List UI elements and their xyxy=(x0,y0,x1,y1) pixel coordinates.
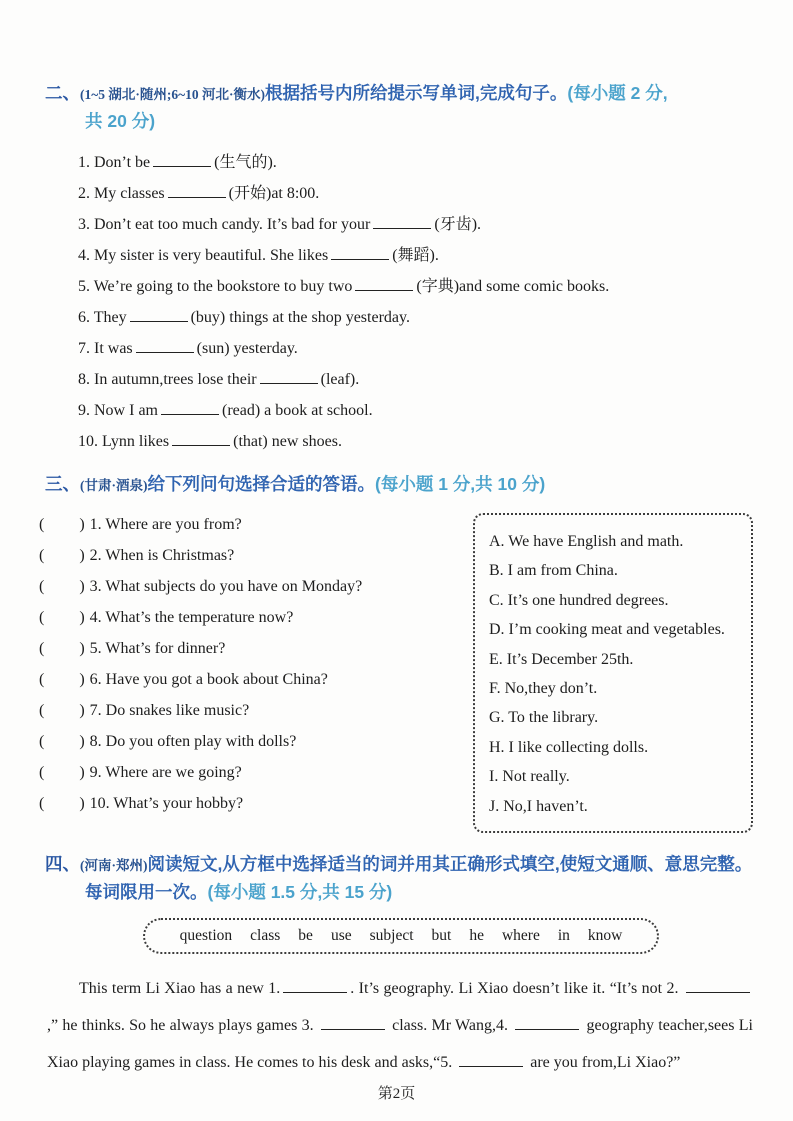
question-hint: (字典)and some comic books. xyxy=(416,278,610,295)
question-text: 2. My classes xyxy=(78,185,165,202)
matching-question xyxy=(39,509,473,540)
section-four xyxy=(45,851,757,1081)
section-four-source-tag: (河南·郑州) xyxy=(80,858,148,874)
word-bank-word: question xyxy=(179,927,233,945)
section-four-score: (每小题 1.5 分,共 15 分) xyxy=(207,882,393,903)
answer-option: F. No,they don’t. xyxy=(489,680,598,698)
word-bank-word: use xyxy=(330,927,352,945)
answer-option: E. It’s December 25th. xyxy=(489,650,634,668)
question-hint: (舞蹈). xyxy=(392,247,439,264)
fill-blank-question xyxy=(78,395,757,426)
question-hint: (leaf). xyxy=(320,371,360,388)
question-text: 1. Don’t be xyxy=(78,154,151,171)
question-text: 6. Have you got a book about China? xyxy=(89,671,328,688)
word-bank-box xyxy=(143,918,659,954)
cloze-blank[interactable] xyxy=(283,979,347,993)
matching-question xyxy=(39,571,473,602)
section-two-number: 二、 xyxy=(45,83,80,103)
matching-question xyxy=(39,726,473,757)
answer-slot[interactable]: ( ) xyxy=(39,671,86,688)
question-text: 10. What’s your hobby? xyxy=(89,795,244,812)
section-three-header xyxy=(45,471,757,499)
section-three xyxy=(39,471,757,833)
question-hint: (read) a book at school. xyxy=(221,402,373,419)
section-three-body xyxy=(39,509,757,833)
question-text: 8. Do you often play with dolls? xyxy=(89,733,297,750)
answer-slot[interactable]: ( ) xyxy=(39,547,86,564)
answer-option: B. I am from China. xyxy=(489,562,618,580)
question-text: 3. What subjects do you have on Monday? xyxy=(89,578,363,595)
word-bank-word: class xyxy=(250,927,281,945)
fill-blank-question xyxy=(78,209,757,240)
answer-blank[interactable] xyxy=(355,277,413,291)
answer-slot[interactable]: ( ) xyxy=(39,764,86,781)
passage-text: are you from,Li Xiao?” xyxy=(526,1054,681,1072)
answer-slot[interactable]: ( ) xyxy=(39,640,86,657)
question-text: 2. When is Christmas? xyxy=(89,547,235,564)
section-four-instruction: 阅读短文,从方框中选择适当的词并用其正确形式填空,使短文通顺、意思完整。每词限用一次。 xyxy=(85,854,753,903)
section-two-score-part2: 共 20 分) xyxy=(85,111,156,131)
fill-blank-question xyxy=(78,426,757,457)
passage-text: ,” he thinks. So he always plays games 3. xyxy=(47,1017,318,1035)
section-three-source-tag: (甘肃·酒泉) xyxy=(80,478,148,493)
fill-blank-question xyxy=(78,333,757,364)
matching-question xyxy=(39,695,473,726)
answer-option: D. I’m cooking meat and vegetables. xyxy=(489,621,725,639)
question-text: 8. In autumn,trees lose their xyxy=(78,371,257,388)
matching-question xyxy=(39,664,473,695)
question-text: 5. What’s for dinner? xyxy=(89,640,226,657)
word-bank-word: know xyxy=(587,927,623,945)
answer-option: H. I like collecting dolls. xyxy=(489,738,649,756)
passage-text: class. Mr Wang,4. xyxy=(387,1017,513,1035)
question-hint: (buy) things at the shop yesterday. xyxy=(190,309,410,326)
answer-slot[interactable]: ( ) xyxy=(39,516,86,533)
cloze-passage xyxy=(47,970,753,1081)
answer-option: J. No,I haven’t. xyxy=(489,797,588,815)
answer-blank[interactable] xyxy=(373,215,431,229)
question-text: 10. Lynn likes xyxy=(78,433,170,450)
section-three-instruction: 给下列问句选择合适的答语。 xyxy=(147,474,375,494)
question-text: 7. It was xyxy=(78,340,133,357)
question-text: 1. Where are you from? xyxy=(89,516,242,533)
word-bank-word: in xyxy=(557,927,570,945)
question-text: 4. What’s the temperature now? xyxy=(89,609,294,626)
question-text: 9. Where are we going? xyxy=(89,764,242,781)
answer-option: C. It’s one hundred degrees. xyxy=(489,591,669,609)
matching-question xyxy=(39,602,473,633)
matching-questions xyxy=(39,509,473,819)
section-two-score-part1: (每小题 2 分, xyxy=(567,83,668,103)
question-hint: (开始)at 8:00. xyxy=(228,185,320,202)
answer-option: I. Not really. xyxy=(489,768,570,786)
page-number: 第2页 xyxy=(377,1086,416,1102)
answer-blank[interactable] xyxy=(130,308,188,322)
section-two-source-tag: (1~5 湖北·随州;6~10 河北·衡水) xyxy=(80,87,266,102)
question-text: 9. Now I am xyxy=(78,402,158,419)
section-three-score: (每小题 1 分,共 10 分) xyxy=(375,474,546,494)
answer-blank[interactable] xyxy=(260,370,318,384)
answer-slot[interactable]: ( ) xyxy=(39,578,86,595)
section-two-instruction: 根据括号内所给提示写单词,完成句子。 xyxy=(265,83,568,103)
question-text: 4. My sister is very beautiful. She likes xyxy=(78,247,329,264)
matching-question xyxy=(39,540,473,571)
answer-option: A. We have English and math. xyxy=(489,533,684,550)
answer-slot[interactable]: ( ) xyxy=(39,609,86,626)
passage-text: geography teacher,sees Li Xiao playing games in class. He comes to his desk and asks,“5. xyxy=(47,1017,753,1072)
fill-blank-question xyxy=(78,147,757,178)
section-three-number: 三、 xyxy=(45,474,80,494)
fill-blank-question xyxy=(78,240,757,271)
question-hint: (sun) yesterday. xyxy=(196,340,298,357)
fill-blank-question xyxy=(78,178,757,209)
answer-blank[interactable] xyxy=(153,153,211,167)
question-hint: (that) new shoes. xyxy=(233,433,342,450)
word-bank-word: where xyxy=(501,927,540,945)
answer-blank[interactable] xyxy=(161,401,219,415)
answer-blank[interactable] xyxy=(136,339,194,353)
question-text: 3. Don’t eat too much candy. It’s bad for your xyxy=(78,216,371,233)
passage-text: . It’s geography. Li Xiao doesn’t like it. “It’s not 2. xyxy=(350,980,683,998)
cloze-blank[interactable] xyxy=(321,1016,385,1030)
fill-blank-question xyxy=(78,302,757,333)
section-two-questions xyxy=(78,147,757,457)
answer-blank[interactable] xyxy=(168,184,226,198)
answer-option: G. To the library. xyxy=(489,709,599,727)
answer-blank[interactable] xyxy=(331,246,389,260)
question-text: 7. Do snakes like music? xyxy=(89,702,250,719)
matching-question xyxy=(39,788,473,819)
section-two-header xyxy=(45,80,757,135)
word-bank-word: be xyxy=(298,927,313,945)
question-hint: (生气的). xyxy=(214,154,277,171)
section-four-header xyxy=(45,851,757,906)
word-bank-word: he xyxy=(469,927,484,945)
question-text: 6. They xyxy=(78,309,127,326)
cloze-blank[interactable] xyxy=(459,1053,523,1067)
answer-slot[interactable]: ( ) xyxy=(39,702,86,719)
question-hint: (牙齿). xyxy=(434,216,482,233)
matching-question xyxy=(39,633,473,664)
fill-blank-question xyxy=(78,364,757,395)
answer-blank[interactable] xyxy=(172,432,230,446)
section-two xyxy=(45,80,757,457)
answer-slot[interactable]: ( ) xyxy=(39,733,86,750)
cloze-blank[interactable] xyxy=(515,1016,579,1030)
question-text: 5. We’re going to the bookstore to buy two xyxy=(78,278,353,295)
fill-blank-question xyxy=(78,271,757,302)
word-bank-word: subject xyxy=(369,927,414,945)
matching-question xyxy=(39,757,473,788)
passage-text: This term Li Xiao has a new 1. xyxy=(79,980,281,998)
answer-slot[interactable]: ( ) xyxy=(39,795,86,812)
word-bank-word: but xyxy=(431,927,452,945)
answer-options-box xyxy=(473,513,753,833)
section-four-number: 四、 xyxy=(45,854,80,875)
cloze-blank[interactable] xyxy=(686,979,750,993)
